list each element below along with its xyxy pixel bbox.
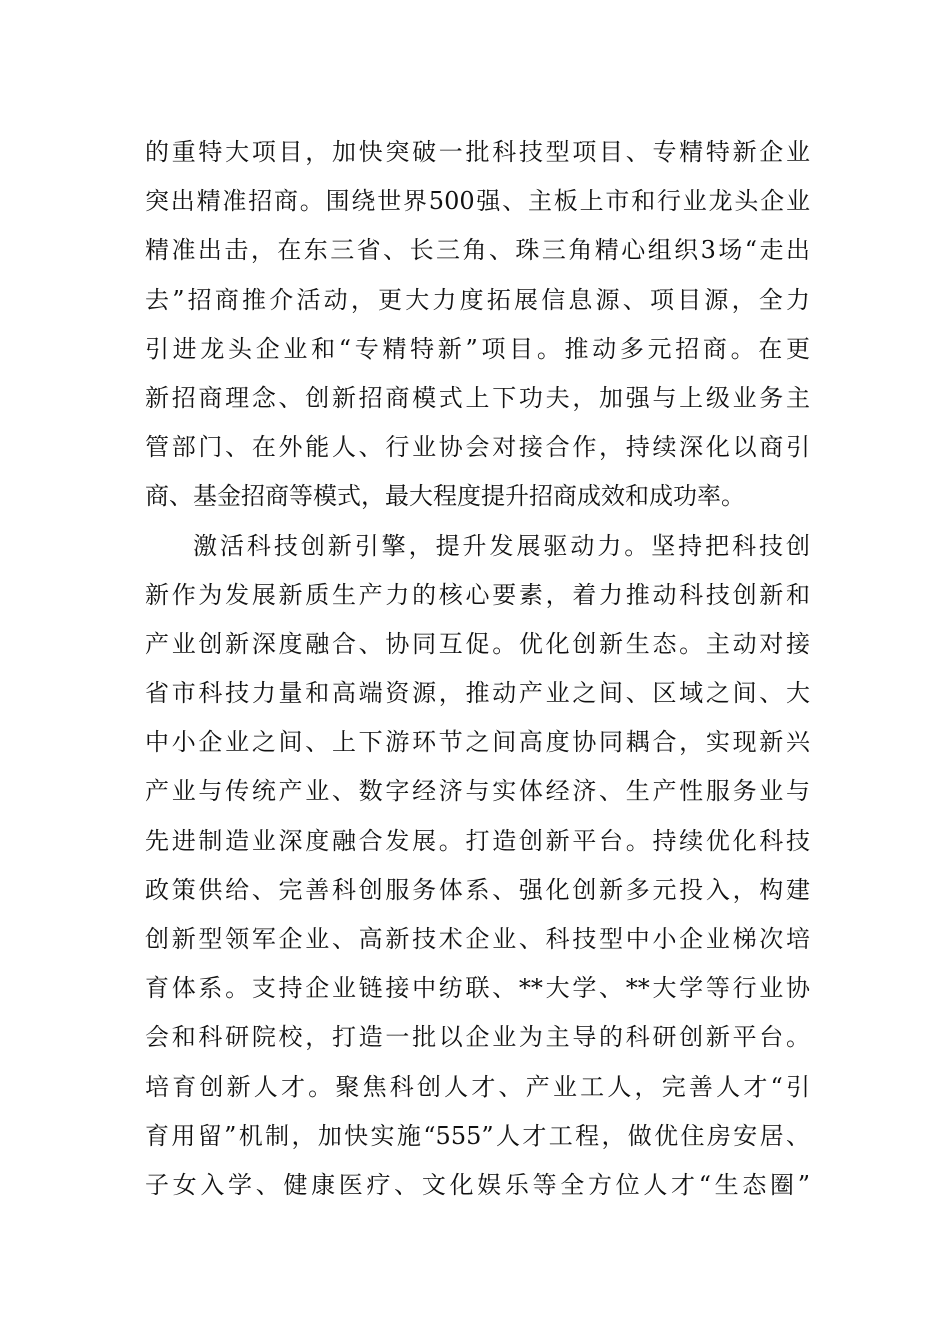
text-line: 育用留”机制，加快实施“555”人才工程，做优住房安居、 bbox=[145, 1121, 810, 1150]
text-line: 培育创新人才。聚焦科创人才、产业工人，完善人才“引 bbox=[145, 1072, 810, 1101]
paragraph-start-line: 激活科技创新引擎，提升发展驱动力。坚持把科技创 bbox=[193, 531, 810, 560]
text-line: 精准出击，在东三省、长三角、珠三角精心组织3场“走出 bbox=[145, 236, 810, 265]
text-line: 子女入学、健康医疗、文化娱乐等全方位人才“生态圈” bbox=[145, 1170, 810, 1199]
text-line: 产业创新深度融合、协同互促。优化创新生态。主动对接 bbox=[145, 629, 810, 658]
text-line: 会和科研院校，打造一批以企业为主导的科研创新平台。 bbox=[145, 1023, 810, 1052]
text-line: 新作为发展新质生产力的核心要素，着力推动科技创新和 bbox=[145, 580, 810, 609]
text-line: 政策供给、完善科创服务体系、强化创新多元投入，构建 bbox=[145, 875, 810, 904]
body-text bbox=[145, 128, 810, 1210]
text-line: 管部门、在外能人、行业协会对接合作，持续深化以商引 bbox=[145, 433, 810, 462]
text-line: 引进龙头企业和“专精特新”项目。推动多元招商。在更 bbox=[145, 334, 810, 363]
text-line: 先进制造业深度融合发展。打造创新平台。持续优化科技 bbox=[145, 826, 810, 855]
text-line: 省市科技力量和高端资源，推动产业之间、区域之间、大 bbox=[145, 679, 810, 708]
text-line: 产业与传统产业、数字经济与实体经济、生产性服务业与 bbox=[145, 777, 810, 806]
text-line: 的重特大项目，加快突破一批科技型项目、专精特新企业 bbox=[145, 138, 810, 166]
text-line: 商、基金招商等模式，最大程度提升招商成效和成功率。 bbox=[145, 482, 745, 511]
text-line: 突出精准招商。围绕世界500强、主板上市和行业龙头企业 bbox=[145, 187, 810, 216]
text-line: 创新型领军企业、高新技术企业、科技型中小企业梯次培 bbox=[145, 925, 810, 953]
text-line: 育体系。支持企业链接中纺联、**大学、**大学等行业协 bbox=[145, 974, 810, 1003]
text-line: 新招商理念、创新招商模式上下功夫，加强与上级业务主 bbox=[145, 383, 810, 412]
text-line: 中小企业之间、上下游环节之间高度协同耦合，实现新兴 bbox=[145, 728, 810, 757]
text-line: 去”招商推介活动，更大力度拓展信息源、项目源，全力 bbox=[145, 285, 810, 314]
